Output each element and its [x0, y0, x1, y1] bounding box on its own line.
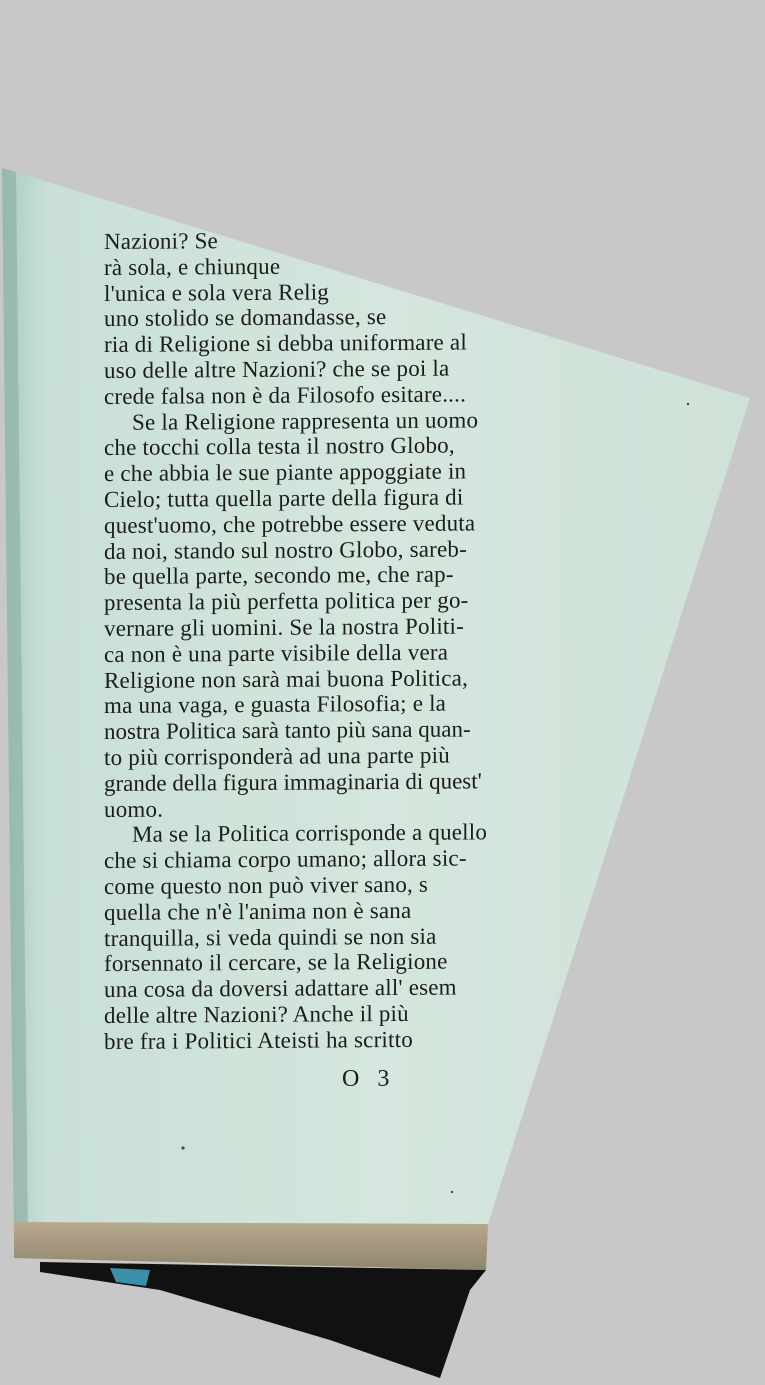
text-line: uno stolido se domandasse, se: [104, 304, 387, 332]
paper-speck: [181, 1146, 184, 1149]
text-line: Se la Religione rappresenta un uomo: [132, 406, 479, 435]
text-line: to più corrisponderà ad una parte più: [104, 742, 450, 770]
text-line: ma una vaga, e guasta Filosofia; e la: [104, 690, 447, 719]
text-line: rà sola, e chiunque: [104, 253, 281, 280]
text-line: da noi, stando sul nostro Globo, sareb-: [104, 536, 467, 564]
text-line: presenta la più perfetta politica per go-: [104, 587, 469, 616]
text-line: be quella parte, secondo me, che rap-: [104, 561, 454, 590]
text-line: uomo.: [104, 796, 164, 822]
text-line: una cosa da doversi adattare all' esem: [104, 974, 457, 1003]
paper-speck: [451, 1191, 453, 1193]
dark-background: [40, 1262, 486, 1378]
text-line: come questo non può viver sano, s: [104, 871, 429, 899]
page-text: [104, 225, 624, 1054]
text-line: e che abbia le sue piante appoggiate in: [104, 458, 467, 487]
text-line: quella che n'è l'anima non è sana: [104, 897, 412, 925]
text-line: forsennato il cercare, se la Religione: [104, 948, 448, 977]
text-line: ria di Religione si debba uniformare al: [104, 329, 467, 358]
signature-mark: O 3: [342, 1066, 396, 1092]
text-line: quest'uomo, che potrebbe essere veduta: [104, 510, 476, 538]
text-line: Nazioni? Se: [104, 228, 218, 254]
text-line: crede falsa non è da Filosofo esitare....: [104, 381, 467, 409]
paper-speck: [687, 403, 689, 405]
text-line: Cielo; tutta quella parte della figura di: [104, 484, 464, 512]
text-line: grande della figura immaginaria di quest': [104, 768, 482, 796]
page-bottom-edge: [14, 1222, 488, 1270]
text-line: tranquilla, si veda quindi se non sia: [104, 923, 437, 951]
text-line: ca non è una parte visibile della vera: [104, 639, 449, 667]
text-line: che tocchi colla testa il nostro Globo,: [104, 432, 455, 461]
text-line: delle altre Nazioni? Anche il più: [104, 1000, 409, 1028]
text-line: Religione non sarà mai buona Politica,: [104, 665, 469, 693]
text-line: vernare gli uomini. Se la nostra Politi-: [104, 613, 464, 641]
text-line: l'unica e sola vera Relig: [104, 279, 330, 306]
text-line: che si chiama corpo umano; allora sic-: [104, 845, 467, 874]
text-line: uso delle altre Nazioni? che se poi la: [104, 355, 450, 383]
text-line: nostra Politica sarà tanto più sana quan-: [104, 716, 471, 745]
text-line: bre fra i Politici Ateisti ha scritto: [104, 1026, 413, 1054]
text-line: Ma se la Politica corrisponde a quello: [132, 819, 488, 848]
